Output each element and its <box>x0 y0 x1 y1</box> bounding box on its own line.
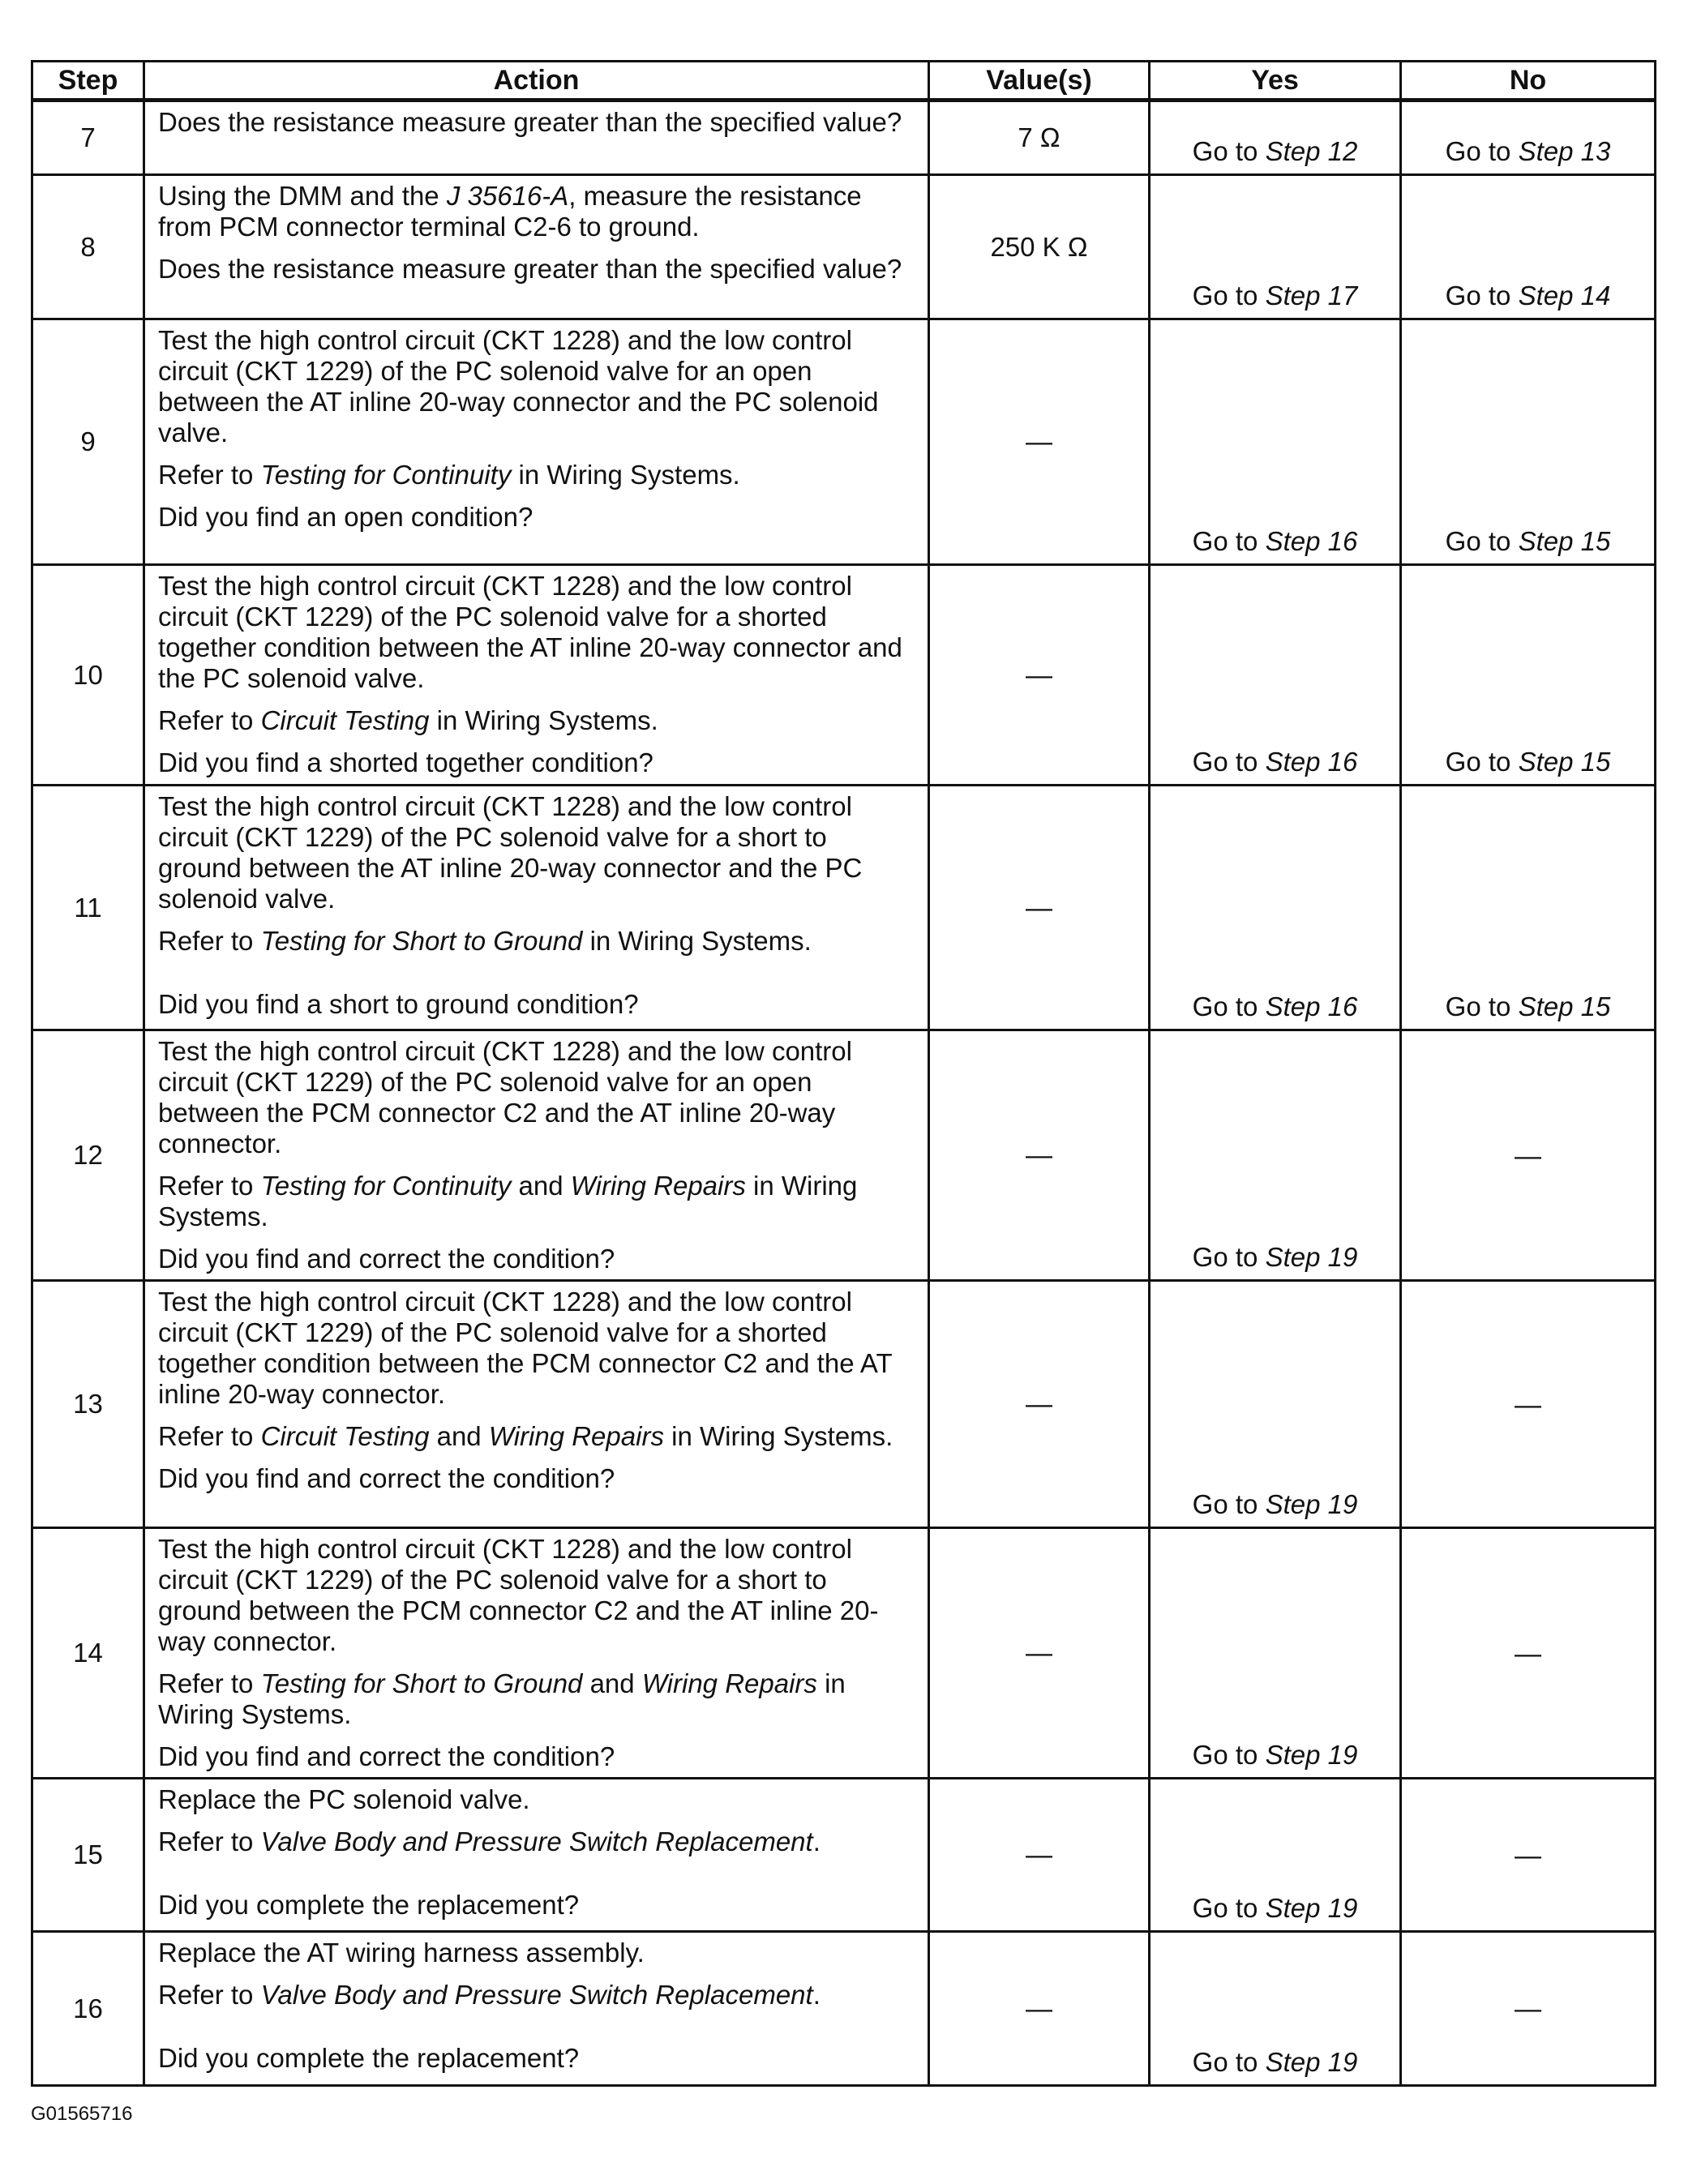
action-paragraph: Refer to Testing for Short to Ground and Wiring Repairs in Wiring Systems. <box>158 1668 846 1729</box>
step-action <box>144 1528 929 1779</box>
action-paragraph: Did you find and correct the condition? <box>158 1741 615 1771</box>
action-paragraph: Using the DMM and the J 35616-A, measure the resistance from PCM connector terminal C2-6 to ground. <box>158 181 862 242</box>
table-row <box>32 1528 1656 1779</box>
step-action <box>144 1932 929 2086</box>
no-result: Go to Step 15 <box>1401 565 1656 786</box>
table-row <box>32 1932 1656 2086</box>
step-value: — <box>929 1932 1150 2086</box>
table-header-row <box>32 62 1656 101</box>
action-paragraph: Test the high control circuit (CKT 1228) and the low control circuit (CKT 1229) of the PC solenoid valve for a short to ground between the PCM connector C2 and the AT inline 20-way connector. <box>158 1534 879 1656</box>
action-paragraph: Refer to Testing for Short to Ground in Wiring Systems. <box>158 926 812 956</box>
action-paragraph: Did you find a shorted together condition? <box>158 747 653 777</box>
step-value: 250 K Ω <box>929 175 1150 319</box>
action-paragraph: Refer to Valve Body and Pressure Switch Replacement. <box>158 1826 821 1856</box>
step-number: 12 <box>32 1030 144 1281</box>
action-paragraph: Does the resistance measure greater than the specified value? <box>158 254 902 284</box>
action-paragraph: Did you find and correct the condition? <box>158 1244 615 1274</box>
no-result: — <box>1401 1281 1656 1528</box>
step-reference: Step 15 <box>1518 526 1611 556</box>
step-reference: Step 17 <box>1265 280 1358 310</box>
step-reference: Step 13 <box>1518 136 1611 166</box>
step-action <box>144 101 929 175</box>
header-yes: Yes <box>1150 62 1401 101</box>
table-row <box>32 1779 1656 1932</box>
table-row <box>32 1030 1656 1281</box>
step-value: — <box>929 786 1150 1030</box>
yes-result: Go to Step 17 <box>1150 175 1401 319</box>
action-paragraph: Test the high control circuit (CKT 1228) and the low control circuit (CKT 1229) of the PC solenoid valve for a shorted together condition between the PCM connector C2 and the AT inline 20-way connector. <box>158 1287 893 1409</box>
yes-result: Go to Step 19 <box>1150 1528 1401 1779</box>
action-paragraph: Replace the PC solenoid valve. <box>158 1784 530 1814</box>
action-paragraph: Test the high control circuit (CKT 1228) and the low control circuit (CKT 1229) of the PC solenoid valve for a shorted together condition between the AT inline 20-way connector and the PC solenoid valve. <box>158 571 902 693</box>
yes-result: Go to Step 12 <box>1150 101 1401 175</box>
step-reference: Step 12 <box>1265 136 1358 166</box>
no-result: Go to Step 15 <box>1401 786 1656 1030</box>
step-action <box>144 1779 929 1932</box>
action-paragraph: Did you complete the replacement? <box>158 2043 580 2073</box>
step-reference: Step 19 <box>1265 1893 1358 1923</box>
step-number: 9 <box>32 319 144 565</box>
table-row <box>32 101 1656 175</box>
yes-result: Go to Step 19 <box>1150 1932 1401 2086</box>
step-reference: Step 16 <box>1265 747 1358 777</box>
header-action: Action <box>144 62 929 101</box>
yes-result: Go to Step 19 <box>1150 1779 1401 1932</box>
step-action <box>144 1030 929 1281</box>
step-action <box>144 175 929 319</box>
action-paragraph: Refer to Testing for Continuity in Wiring Systems. <box>158 460 740 490</box>
yes-result: Go to Step 16 <box>1150 319 1401 565</box>
action-paragraph: Replace the AT wiring harness assembly. <box>158 1938 645 1968</box>
step-value: — <box>929 1528 1150 1779</box>
no-result: Go to Step 14 <box>1401 175 1656 319</box>
table-row <box>32 786 1656 1030</box>
no-result: — <box>1401 1932 1656 2086</box>
step-value: — <box>929 1779 1150 1932</box>
table-row <box>32 319 1656 565</box>
step-number: 14 <box>32 1528 144 1779</box>
action-paragraph: Refer to Valve Body and Pressure Switch Replacement. <box>158 1980 821 2010</box>
step-action <box>144 319 929 565</box>
action-paragraph: Did you find a short to ground condition? <box>158 989 639 1019</box>
step-reference: Step 14 <box>1518 280 1611 310</box>
no-result: Go to Step 15 <box>1401 319 1656 565</box>
no-result: — <box>1401 1779 1656 1932</box>
header-value: Value(s) <box>929 62 1150 101</box>
step-reference: Step 19 <box>1265 1740 1358 1770</box>
step-number: 16 <box>32 1932 144 2086</box>
step-number: 13 <box>32 1281 144 1528</box>
step-reference: Step 16 <box>1265 526 1358 556</box>
yes-result: Go to Step 16 <box>1150 565 1401 786</box>
figure-id: G01565716 <box>31 2103 133 2125</box>
action-paragraph: Did you complete the replacement? <box>158 1890 580 1920</box>
step-action <box>144 565 929 786</box>
step-number: 7 <box>32 101 144 175</box>
action-paragraph: Test the high control circuit (CKT 1228) and the low control circuit (CKT 1229) of the PC solenoid valve for an open between the PCM connector C2 and the AT inline 20-way connector. <box>158 1036 852 1158</box>
action-paragraph: Did you find an open condition? <box>158 502 533 532</box>
no-result: Go to Step 13 <box>1401 101 1656 175</box>
table-body <box>32 101 1656 2086</box>
step-number: 10 <box>32 565 144 786</box>
diagnostic-steps-table <box>31 60 1656 2087</box>
table-row <box>32 565 1656 786</box>
action-paragraph: Refer to Circuit Testing in Wiring Systems. <box>158 705 658 735</box>
action-paragraph: Did you find and correct the condition? <box>158 1463 615 1493</box>
step-reference: Step 15 <box>1518 747 1611 777</box>
step-value: — <box>929 1030 1150 1281</box>
yes-result: Go to Step 16 <box>1150 786 1401 1030</box>
table-row <box>32 175 1656 319</box>
yes-result: Go to Step 19 <box>1150 1030 1401 1281</box>
action-paragraph: Refer to Circuit Testing and Wiring Repairs in Wiring Systems. <box>158 1421 893 1451</box>
table-row <box>32 1281 1656 1528</box>
step-reference: Step 19 <box>1265 1489 1358 1519</box>
action-paragraph: Test the high control circuit (CKT 1228) and the low control circuit (CKT 1229) of the PC solenoid valve for an open between the AT inline 20-way connector and the PC solenoid valve. <box>158 325 879 448</box>
step-value: — <box>929 565 1150 786</box>
step-number: 11 <box>32 786 144 1030</box>
action-paragraph: Refer to Testing for Continuity and Wiring Repairs in Wiring Systems. <box>158 1171 858 1231</box>
step-number: 8 <box>32 175 144 319</box>
action-paragraph: Does the resistance measure greater than the specified value? <box>158 107 902 137</box>
step-reference: Step 16 <box>1265 991 1358 1021</box>
yes-result: Go to Step 19 <box>1150 1281 1401 1528</box>
step-action <box>144 786 929 1030</box>
header-no: No <box>1401 62 1656 101</box>
step-action <box>144 1281 929 1528</box>
no-result: — <box>1401 1528 1656 1779</box>
header-step: Step <box>32 62 144 101</box>
step-reference: Step 19 <box>1265 2047 1358 2077</box>
step-reference: Step 19 <box>1265 1242 1358 1272</box>
action-paragraph: Test the high control circuit (CKT 1228) and the low control circuit (CKT 1229) of the PC solenoid valve for a short to ground between the AT inline 20-way connector and the PC solenoid valve. <box>158 791 863 914</box>
no-result: — <box>1401 1030 1656 1281</box>
step-reference: Step 15 <box>1518 991 1611 1021</box>
step-value: 7 Ω <box>929 101 1150 175</box>
step-value: — <box>929 319 1150 565</box>
step-number: 15 <box>32 1779 144 1932</box>
step-value: — <box>929 1281 1150 1528</box>
